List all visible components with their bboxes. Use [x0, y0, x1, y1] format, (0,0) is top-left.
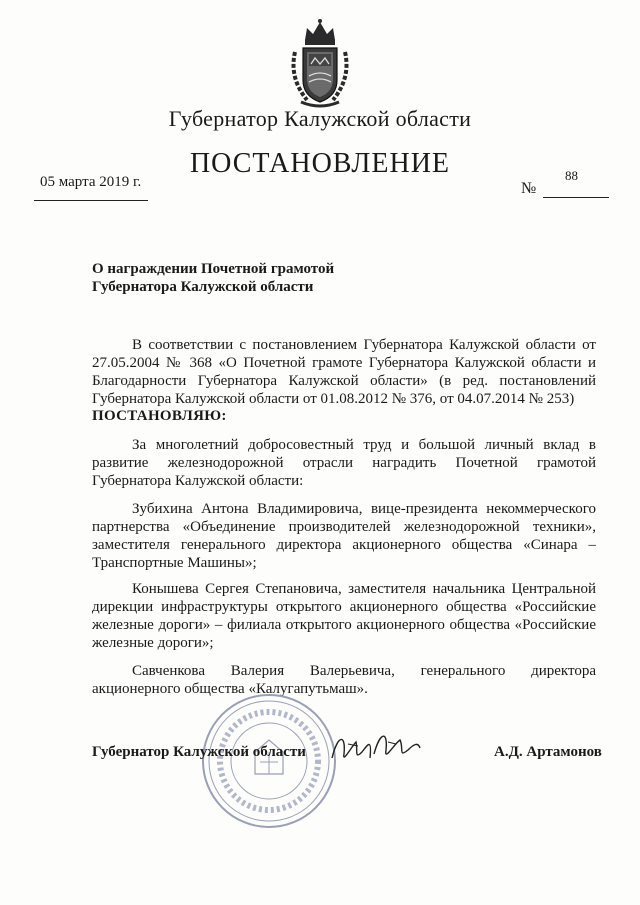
- document-type-title: ПОСТАНОВЛЕНИЕ: [189, 148, 451, 179]
- awardee-paragraph-1: Зубихина Антона Владимировича, вице-президента некоммерческого партнерства «Объединение производителей железнодорожной техники», заместителя генерального директора акционерного общества «Синара – Транспортные Машины»;: [92, 501, 596, 571]
- subject-line-1: О награждении Почетной грамотой: [92, 261, 335, 277]
- number-label: №: [521, 180, 537, 197]
- subject-line-2: Губернатора Калужской области: [92, 279, 314, 295]
- handwritten-signature-icon: [328, 724, 424, 770]
- signatory-title: Губернатор Калужской области: [92, 744, 306, 760]
- decree-word: ПОСТАНОВЛЯЮ:: [92, 408, 227, 424]
- issuing-authority: Губернатор Калужской области: [168, 106, 472, 131]
- preamble-paragraph: В соответствии с постановлением Губернатора Калужской области от 27.05.2004 № 368 «О Почетной грамоте Губернатора Калужской области и Благодарности Губернатора Калужской области» (в ред. постановлений Губернатора Калужской области от 01.08.2012 № 376, от 04.07.2014 № 253): [92, 337, 596, 407]
- document-subject: [92, 260, 334, 296]
- awardee-paragraph-2: Конышева Сергея Степановича, заместителя начальника Центральной дирекции инфраструктуры открытого акционерного общества «Российские железные дороги» – филиала открытого акционерного общества «Российские железные дороги»;: [92, 581, 596, 651]
- document-date: 05 марта 2019 г.: [40, 174, 142, 190]
- number-underline: [543, 197, 609, 198]
- award-intro-paragraph: За многолетний добросовестный труд и большой личный вклад в развитие железнодорожной отрасли наградить Почетной грамотой Губернатора Калужской области:: [92, 437, 596, 489]
- signatory-name: А.Д. Артамонов: [494, 744, 602, 760]
- kaluga-coat-of-arms-icon: [287, 18, 353, 108]
- awardee-paragraph-3: Савченкова Валерия Валерьевича, генерального директора акционерного общества «Калугапутьмаш».: [92, 663, 596, 697]
- document-number: 88: [565, 168, 578, 183]
- date-underline: [34, 200, 148, 201]
- official-round-stamp-icon: [200, 692, 338, 830]
